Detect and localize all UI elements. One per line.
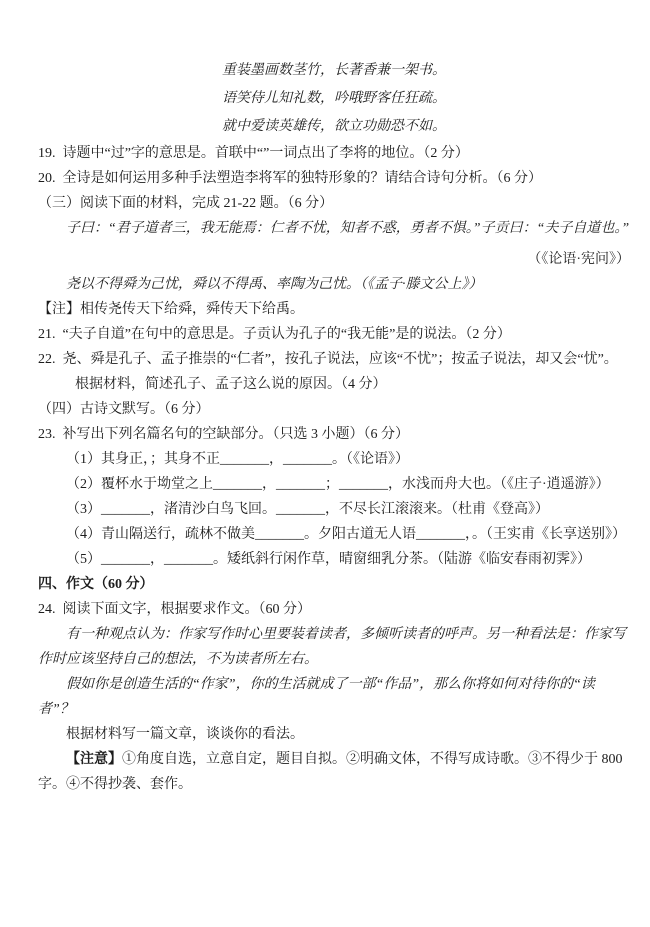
question-24 xyxy=(38,597,630,622)
composition-paragraph-2: 假如你是创造生活的“作家”，你的生活就成了一部“作品”，那么你将如何对待你的“读者”？ xyxy=(38,677,595,717)
poem-line-1: 重装墨画数茎竹，长著香兼一架书。 xyxy=(222,63,446,78)
question-24-text: 阅读下面文字，根据要求作文。（60 分） xyxy=(62,602,311,617)
question-19 xyxy=(38,141,630,166)
notice-text: ①角度自选，立意自定，题目自拟。②明确文体，不得写成诗歌。③不得少于 800 字。④不得抄袭、套作。 xyxy=(38,752,623,792)
question-22-number: 22. xyxy=(38,352,56,367)
question-22-text: 尧、舜是孔子、孟子推崇的“仁者”，按孔子说法，应该“不忧”；按孟子说法，却又会“忧”。根据材料，简述孔子、孟子这么说的原因。（4 分） xyxy=(62,352,618,392)
question-21-number: 21. xyxy=(38,327,56,342)
notice-label: 【注意】 xyxy=(66,752,122,767)
question-20 xyxy=(38,166,630,191)
question-20-text: 全诗是如何运用多种手法塑造李将军的独特形象的？请结合诗句分析。（6 分） xyxy=(62,171,542,186)
poem-line-2: 语笑侍儿知礼数，吟哦野客任狂疏。 xyxy=(222,91,446,106)
composition-paragraph-1: 有一种观点认为：作家写作时心里要装着读者，多倾听读者的呼声。另一种看法是：作家写作时应该坚持自己的想法，不为读者所左右。 xyxy=(38,627,626,667)
question-19-text: 诗题中“过”字的意思是。首联中“”一词点出了李将的地位。（2 分） xyxy=(62,146,469,161)
question-21-text: “夫子自道”在句中的意思是。子贡认为孔子的“我无能”是的说法。（2 分） xyxy=(62,327,511,342)
poem-line-3: 就中爱读英雄传，欲立功勋恐不如。 xyxy=(222,119,446,134)
question-24-number: 24. xyxy=(38,602,56,617)
question-19-number: 19. xyxy=(38,146,56,161)
composition-notice xyxy=(38,747,630,797)
passage-note: 【注】相传尧传天下给舜，舜传天下给禹。 xyxy=(38,302,304,317)
section-4-title: （四）古诗文默写。（6 分） xyxy=(38,402,210,417)
question-23-item-3: （3）_______，渚清沙白鸟飞回。_______，不尽长江滚滚来。（杜甫《登高》） xyxy=(66,502,549,517)
poem-block xyxy=(38,57,630,141)
section-3-title: （三）阅读下面的材料，完成 21-22 题。（6 分） xyxy=(38,196,334,211)
question-20-number: 20. xyxy=(38,171,56,186)
passage-lunyu: 子曰：“君子道者三，我无能焉：仁者不忧，知者不惑，勇者不惧。”子贡曰：“夫子自道也。” xyxy=(66,221,630,236)
question-22 xyxy=(38,347,630,397)
question-23-item-5: （5）_______，_______。矮纸斜行闲作草，晴窗细乳分茶。（陆游《临安春雨初霁》） xyxy=(66,552,591,567)
passage-lunyu-source: （《论语·宪问》） xyxy=(527,252,630,267)
composition-paragraph-3: 根据材料写一篇文章，谈谈你的看法。 xyxy=(66,727,304,742)
question-23-item-2: （2）覆杯水于坳堂之上_______，_______；_______，水浅而舟大也。（《庄子·逍遥游》） xyxy=(66,477,610,492)
composition-section-title: 四、作文（60 分） xyxy=(38,577,154,592)
question-23-text: 补写出下列名篇名句的空缺部分。（只选 3 小题）（6 分） xyxy=(62,427,409,442)
passage-mengzi: 尧以不得舜为己忧，舜以不得禹、率陶为己忧。（《孟子·滕文公上》） xyxy=(66,277,483,292)
question-23-number: 23. xyxy=(38,427,56,442)
question-23-item-1: （1）其身正，；其身不正_______，_______。（《论语》） xyxy=(66,452,409,467)
question-23-item-4: （4）青山隔送行，疏林不做美_______。夕阳古道无人语_______，。（王实甫《长享送别》） xyxy=(66,527,626,542)
question-23 xyxy=(38,422,630,447)
question-21 xyxy=(38,322,630,347)
